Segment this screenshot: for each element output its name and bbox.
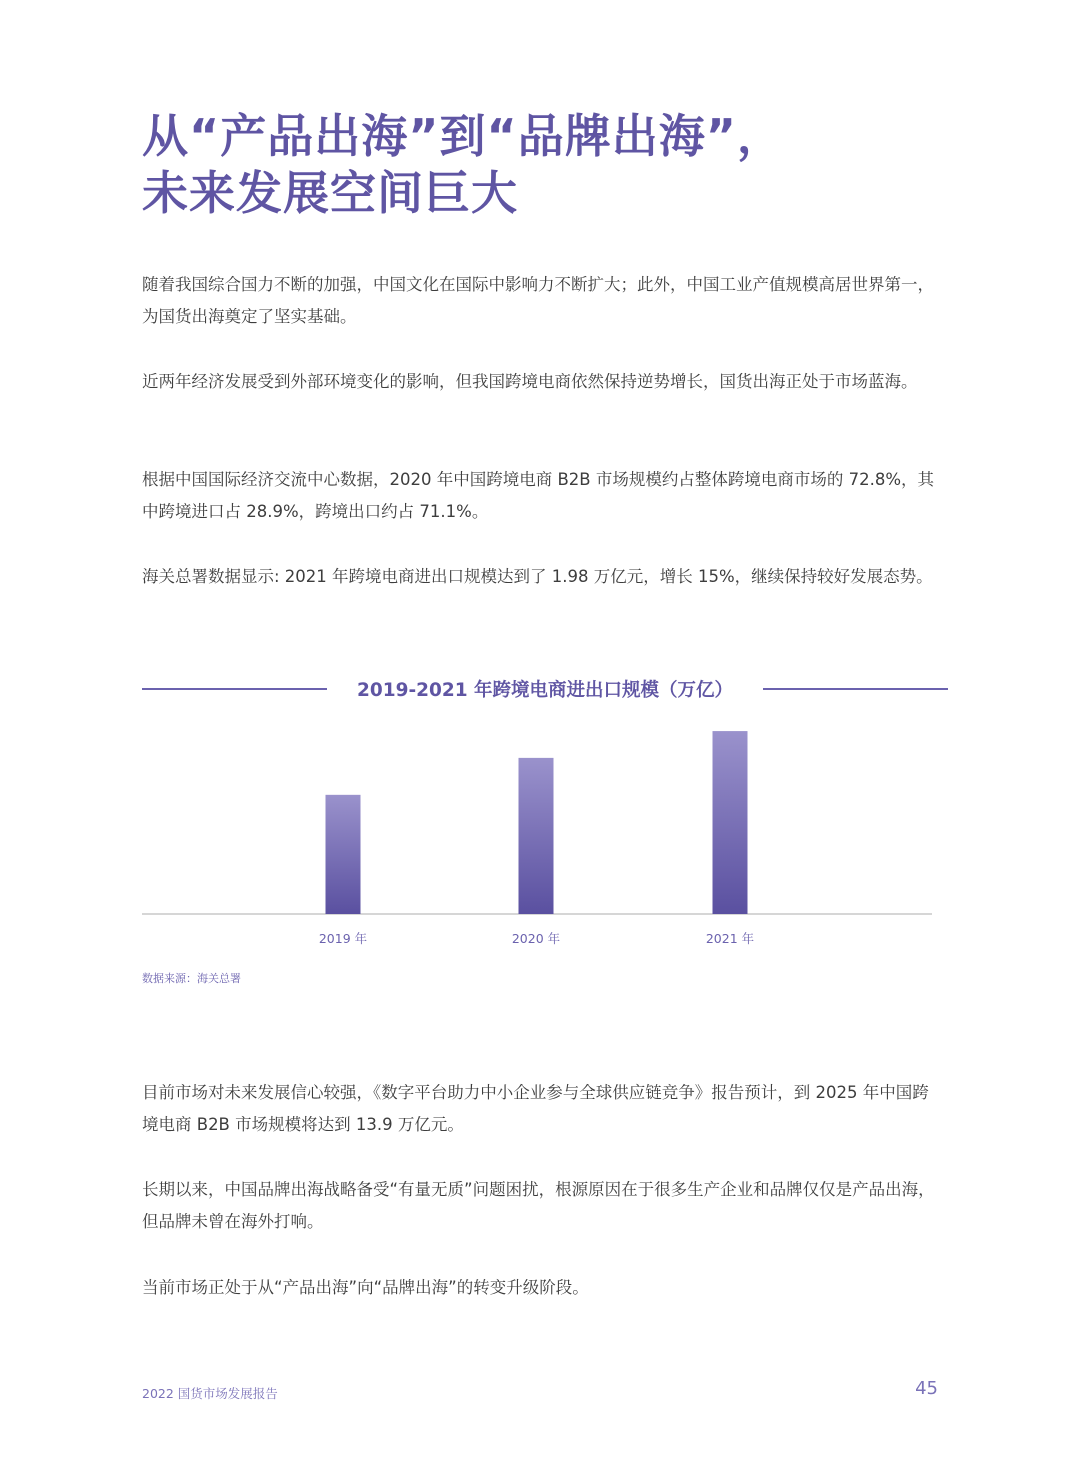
title-line-2: 未来发展空间巨大 [142,166,518,220]
chart-title: 2019-2021 年跨境电商进出口规模（万亿） [356,680,734,701]
paragraph-7: 当前市场正处于从“产品出海”向“品牌出海”的转变升级阶段。 [142,1278,589,1297]
paragraph-6: 长期以来，中国品牌出海战略备受“有量无质”问题困扰，根源原因在于很多生产企业和品牌仅仅是产品出海，但品牌未曾在海外打响。 [142,1180,935,1231]
paragraph-5: 目前市场对未来发展信心较强，《数字平台助力中小企业参与全球供应链竞争》报告预计，到 2025 年中国跨境电商 B2B 市场规模将达到 13.9 万亿元。 [142,1083,929,1134]
x-tick-label: 2020 年 [511,931,561,946]
paragraph-4: 海关总署数据显示: 2021 年跨境电商进出口规模达到了 1.98 万亿元，增长 15%，继续保持较好发展态势。 [142,567,933,586]
paragraph-1: 随着我国综合国力不断的加强，中国文化在国际中影响力不断扩大；此外，中国工业产值规模高居世界第一，为国货出海奠定了坚实基础。 [142,275,934,326]
page-title [142,108,962,222]
bar-2020 [519,758,554,914]
x-tick-label: 2019 年 [318,931,368,946]
data-source-note: 数据来源：海关总署 [142,972,241,985]
x-tick-label: 2021 年 [705,931,755,946]
page-number: 45 [915,1378,938,1399]
chart-title-rule-right [763,688,948,690]
chart-header [142,672,948,706]
paragraph-3: 根据中国国际经济交流中心数据，2020 年中国跨境电商 B2B 市场规模约占整体跨境电商市场的 72.8%，其中跨境进口占 28.9%，跨境出口约占 71.1%。 [142,470,935,521]
title-line-1: 从“产品出海”到“品牌出海”， [142,109,784,163]
footer-report-name: 2022 国货市场发展报告 [142,1386,278,1401]
bar-2021 [713,731,748,914]
bar-2019 [326,795,361,914]
paragraph-2: 近两年经济发展受到外部环境变化的影响，但我国跨境电商依然保持逆势增长，国货出海正处于市场蓝海。 [142,372,918,391]
chart-title-rule-left [142,688,327,690]
bar-chart [142,720,932,960]
